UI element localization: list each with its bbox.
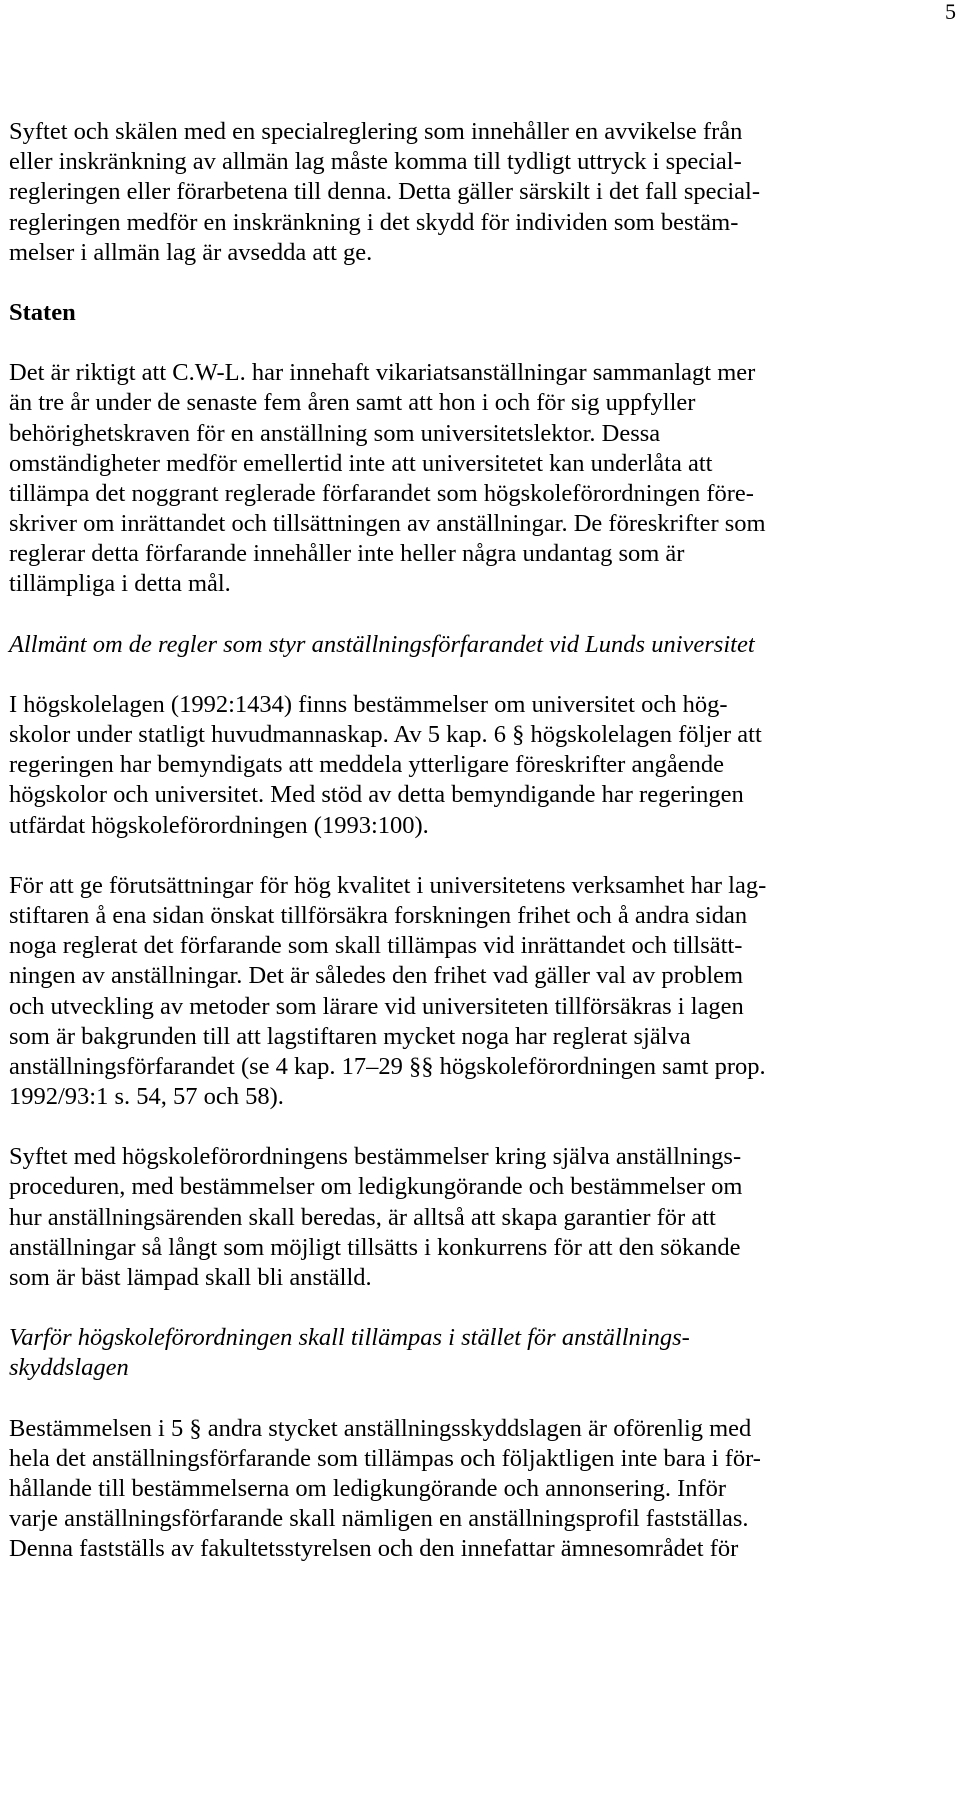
text-line: noga reglerat det förfarande som skall tillämpas vid inrättandet och tillsätt- [9, 932, 743, 960]
text-line: som är bäst lämpad skall bli anställd. [9, 1264, 372, 1291]
paragraph-6 [9, 1414, 951, 1565]
text-line: Bestämmelsen i 5 § andra stycket anställningsskyddslagen är oförenlig med [9, 1414, 752, 1442]
paragraph-3 [9, 690, 951, 841]
text-line: För att ge förutsättningar för hög kvalitet i universitetens verksamhet har lag- [9, 871, 767, 899]
text-line: omständigheter medför emellertid inte att universitetet kan underlåta att [9, 449, 713, 477]
text-line: 1992/93:1 s. 54, 57 och 58). [9, 1083, 284, 1111]
text-line: utfärdat högskoleförordningen (1993:100). [9, 811, 429, 839]
text-line: regeringen har bemyndigats att meddela ytterligare föreskrifter angående [9, 751, 724, 779]
section-heading-varfor [9, 1323, 951, 1383]
text-line: melser i allmän lag är avsedda att ge. [9, 238, 373, 266]
text-line: och utveckling av metoder som lärare vid universiteten tillförsäkras i lagen [9, 992, 744, 1020]
text-line: ningen av anställningar. Det är således den frihet vad gäller val av problem [9, 962, 744, 990]
text-line: proceduren, med bestämmelser om ledigkungörande och bestämmelser om [9, 1173, 743, 1201]
text-line: hur anställningsärenden skall beredas, är alltså att skapa garantier för att [9, 1203, 716, 1231]
text-line: Syftet med högskoleförordningens bestämmelser kring själva anställnings- [9, 1143, 742, 1171]
text-line: tillämpliga i detta mål. [9, 570, 231, 598]
text-line: Denna fastställs av fakultetsstyrelsen och den innefattar ämnesområdet för [9, 1535, 739, 1563]
text-line: som är bakgrunden till att lagstiftaren mycket noga har reglerat själva [9, 1022, 691, 1050]
paragraph-2 [9, 358, 951, 600]
paragraph-4 [9, 871, 951, 1113]
text-line: Syftet och skälen med en specialreglering som innehåller en avvikelse från [9, 118, 743, 145]
text-line: regleringen medför en inskränkning i det skydd för individen som bestäm- [9, 208, 739, 236]
text-line: eller inskränkning av allmän lag måste komma till tydligt uttryck i special- [9, 148, 742, 176]
text-line: tillämpa det noggrant reglerade förfarandet som högskoleförordningen före- [9, 479, 754, 507]
page-number: 5 [945, 0, 956, 24]
text-line: hållande till bestämmelserna om ledigkungörande och annonsering. Inför [9, 1474, 727, 1502]
text-line: skriver om inrättandet och tillsättningen av anställningar. De föreskrifter som [9, 510, 766, 538]
text-line: hela det anställningsförfarande som tillämpas och följaktligen inte bara i för- [9, 1444, 761, 1472]
text-line: anställningsförfarandet (se 4 kap. 17–29 §§ högskoleförordningen samt prop. [9, 1052, 766, 1080]
heading-line: skyddslagen [9, 1354, 129, 1382]
text-line: stiftaren å ena sidan önskat tillförsäkra forskningen frihet och å andra sidan [9, 901, 748, 929]
text-line: varje anställningsförfarande skall nämligen en anställningsprofil fastställas. [9, 1505, 749, 1533]
text-line: reglerar detta förfarande innehåller inte heller några undantag som är [9, 540, 685, 568]
heading-line: Varför högskoleförordningen skall tillämpas i stället för anställnings- [9, 1324, 690, 1352]
text-line: anställningar så långt som möjligt tillsätts i konkurrens för att den sökande [9, 1233, 741, 1261]
section-heading-allmant: Allmänt om de regler som styr anställningsförfarandet vid Lunds universitet [9, 630, 755, 658]
section-heading-staten: Staten [9, 298, 76, 326]
text-line: skolor under statligt huvudmannaskap. Av 5 kap. 6 § högskolelagen följer att [9, 721, 762, 748]
text-line: än tre år under de senaste fem åren samt att hon i och för sig uppfyller [9, 389, 696, 417]
document-body [9, 117, 951, 1565]
text-line: högskolor och universitet. Med stöd av detta bemyndigande har regeringen [9, 781, 744, 809]
paragraph-5 [9, 1142, 951, 1293]
text-line: behörighetskraven för en anställning som universitetslektor. Dessa [9, 419, 661, 447]
paragraph-1 [9, 117, 951, 268]
text-line: regleringen eller förarbetena till denna. Detta gäller särskilt i det fall special- [9, 178, 760, 206]
text-line: I högskolelagen (1992:1434) finns bestämmelser om universitet och hög- [9, 690, 728, 718]
text-line: Det är riktigt att C.W-L. har innehaft vikariatsanställningar sammanlagt mer [9, 359, 756, 387]
